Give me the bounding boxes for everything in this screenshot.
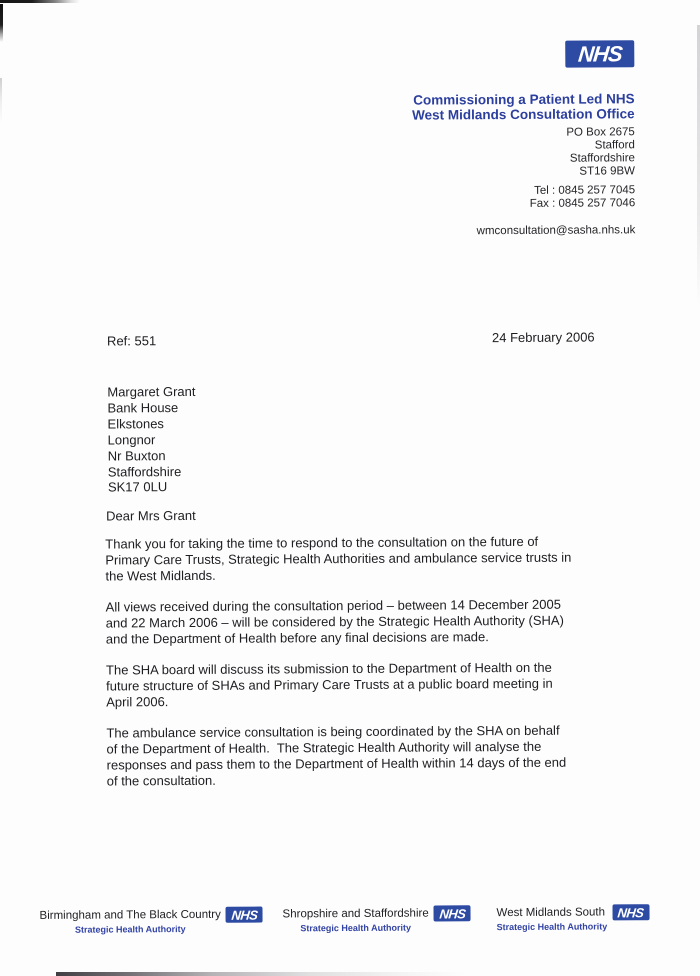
letterhead-title-line1: Commissioning a Patient Led NHS — [413, 91, 635, 108]
nhs-logo — [612, 904, 649, 920]
nhs-logo-text: NHS — [230, 907, 259, 923]
tel-line: Tel : 0845 257 7045 — [534, 184, 636, 197]
body-paragraph — [105, 533, 645, 584]
authority-subtitle: Strategic Health Authority — [300, 922, 412, 934]
body-paragraph — [106, 659, 646, 710]
letter-date: 24 February 2006 — [491, 329, 595, 346]
letterhead-contact — [413, 184, 636, 211]
footer-authority-west-midlands — [496, 904, 649, 932]
recipient-line: SK17 0LU — [107, 479, 168, 495]
recipient-line: Bank House — [107, 399, 179, 416]
nhs-logo — [565, 40, 634, 67]
ref-number: Ref: 551 — [106, 333, 157, 349]
salutation: Dear Mrs Grant — [106, 507, 196, 524]
authority-name: Birmingham and The Black Country — [39, 908, 221, 922]
paragraph-line: the West Midlands. — [105, 567, 216, 584]
recipient-line: Staffordshire — [107, 463, 182, 480]
letterhead — [412, 91, 635, 237]
paragraph-line: Primary Care Trusts, Strategic Health Authorities and ambulance service trusts in — [105, 549, 572, 568]
address-line: Staffordshire — [569, 152, 635, 165]
paragraph-line: and the Department of Health before any final decisions are made. — [105, 629, 489, 647]
paragraph-line: of the consultation. — [106, 772, 216, 789]
fax-line: Fax : 0845 257 7046 — [529, 197, 636, 210]
paragraph-line: and 22 March 2006 – will be considered by the Strategic Health Authority (SHA) — [105, 612, 564, 631]
authority-name: Shropshire and Staffordshire — [282, 907, 429, 921]
paragraph-line: of the Department of Health. The Strategic Health Authority will analyse the — [106, 738, 542, 757]
body-paragraph — [106, 596, 646, 647]
paragraph-line: April 2006. — [106, 694, 169, 710]
address-line: ST16 9BW — [579, 165, 636, 178]
nhs-logo — [434, 905, 471, 921]
paragraph-line: responses and pass them to the Department of Health within 14 days of the end — [106, 754, 567, 773]
body-paragraph — [106, 722, 646, 789]
address-line: Stafford — [594, 139, 635, 152]
authority-name: West Midlands South — [496, 906, 606, 920]
recipient-line: Nr Buxton — [107, 447, 166, 464]
letterhead-title-line2: West Midlands Consultation Office — [412, 106, 635, 123]
recipient-line: Elkstones — [107, 415, 164, 432]
nhs-logo-text: NHS — [576, 40, 623, 67]
paragraph-line: The ambulance service consultation is being coordinated by the SHA on behalf — [106, 722, 560, 741]
paragraph-line: The SHA board will discuss its submission to the Department of Health on the — [105, 659, 552, 678]
recipient-line: Longnor — [107, 431, 156, 448]
footer-authority-birmingham — [39, 907, 262, 935]
recipient-line: Margaret Grant — [107, 383, 196, 400]
letter-body — [105, 533, 647, 804]
paragraph-line: All views received during the consultation period – between 14 December 2005 — [105, 596, 561, 615]
nhs-logo-text: NHS — [438, 905, 466, 921]
nhs-logo-text: NHS — [616, 904, 645, 920]
recipient-address — [107, 384, 196, 496]
authority-subtitle: Strategic Health Authority — [74, 924, 186, 935]
paragraph-line: future structure of SHAs and Primary Care Trusts at a public board meeting in — [106, 675, 553, 694]
letterhead-address — [412, 126, 635, 179]
authority-subtitle: Strategic Health Authority — [496, 921, 608, 933]
nhs-logo — [226, 907, 263, 923]
address-line: PO Box 2675 — [566, 126, 635, 139]
paragraph-line: Thank you for taking the time to respond to the consultation on the future of — [105, 533, 539, 552]
email-text: wmconsultation@sasha.nhs.uk — [476, 224, 636, 238]
footer-authority-shropshire — [282, 905, 470, 933]
